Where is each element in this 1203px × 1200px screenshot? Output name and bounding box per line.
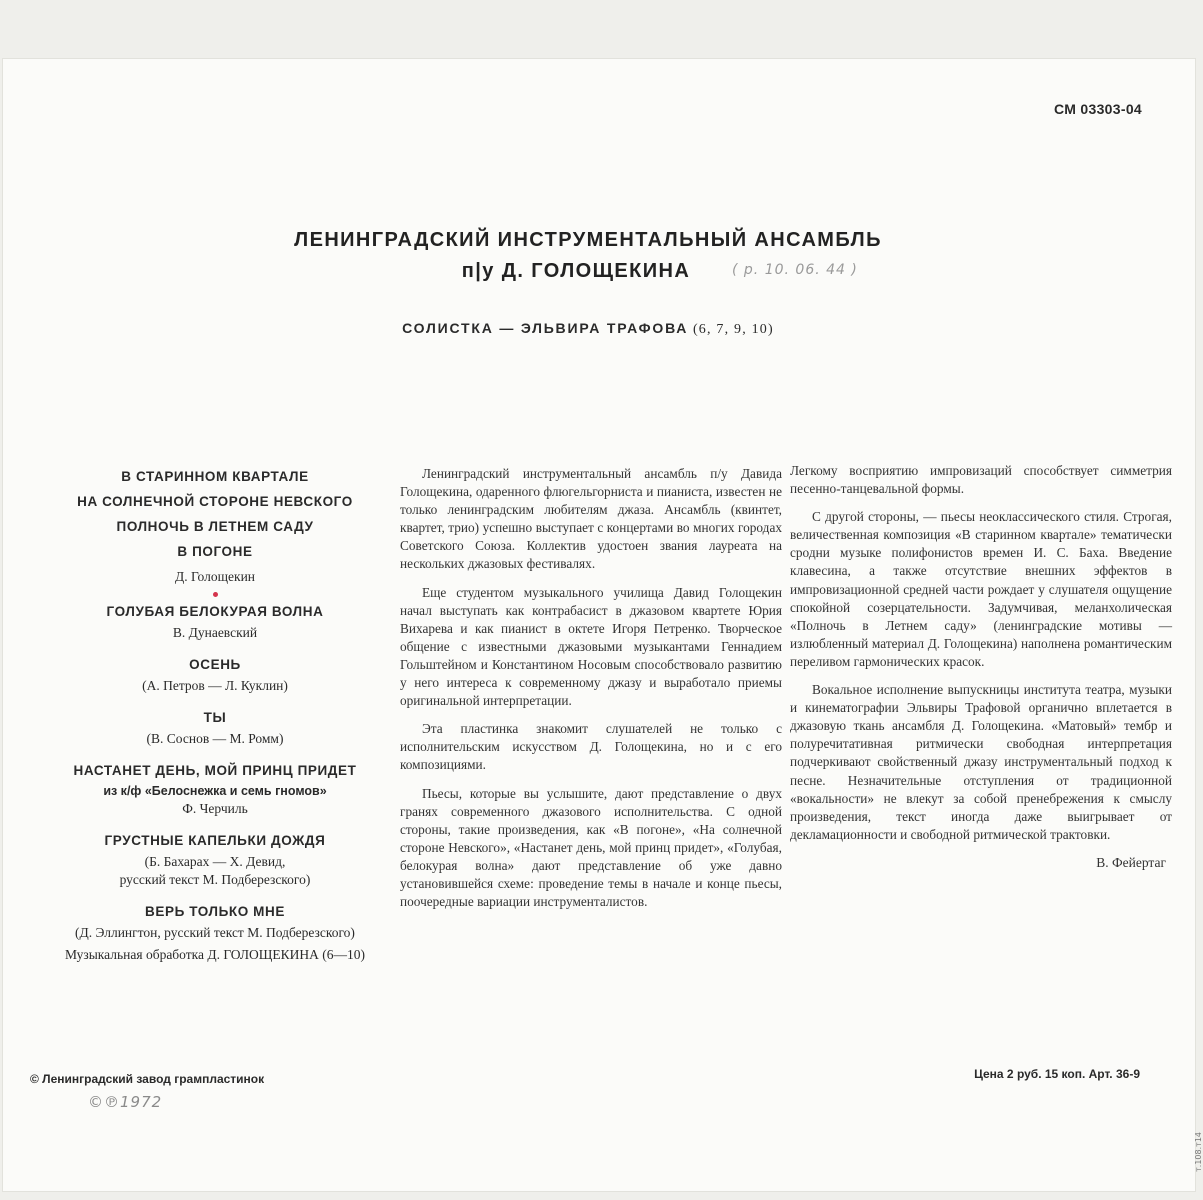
tracklist [30, 464, 400, 974]
print-code: т.108.т14 [1194, 1132, 1203, 1172]
track-credit: Ф. Черчиль [182, 801, 248, 816]
handwritten-note: ( р. 10. 06. 44 ) [732, 262, 858, 278]
track-credit: (Б. Бахарах — Х. Девид, [144, 854, 286, 869]
track-credit: В. Дунаевский [172, 625, 258, 640]
liner-paragraph: Еще студентом музыкального училища Давид Голощекин начал выступать как контрабасист в джазовом квартете Юрия Вихарева и как пианист в октете Игоря Петренко. Творческое общение с известными джазовыми музыкантами Геннадием Гольштейном и Константином Носовым способствовало развитию у него интереса к современному джазу и выработало приемы оригинальной интерпретации. [400, 584, 782, 709]
liner-notes-column-2 [790, 462, 1172, 872]
track-title: ГОЛУБАЯ БЕЛОКУРАЯ ВОЛНА [106, 604, 324, 619]
catalog-number: СМ 03303-04 [1054, 101, 1142, 117]
arrangement-credit: Музыкальная обработка Д. ГОЛОЩЕКИНА (6—10) [64, 947, 366, 962]
track-title: ОСЕНЬ [189, 657, 241, 672]
track-title: ВЕРЬ ТОЛЬКО МНЕ [145, 904, 285, 919]
track-title: ТЫ [203, 710, 227, 725]
liner-paragraph: Эта пластинка знакомит слушателей не только с исполнительским искусством Д. Голощекина, но и с его композициями. [400, 721, 782, 773]
copyright-stamp: ©℗1972 [88, 1093, 163, 1111]
liner-paragraph: Пьесы, которые вы услышите, дают представление о двух гранях современного джазового исполнительства. С одной стороны, такие произведения, как «В погоне», «На солнечной стороне Невского», «Настанет день, мой принц придет», «Голубая, белокурая волна» дают представление об уже давно установившейся схеме: проведение темы в начале и конце пьесы, поочередные вариации инструменталистов. [400, 785, 782, 910]
price-label: Цена 2 руб. 15 коп. Арт. 36-9 [974, 1067, 1140, 1081]
track-title: ПОЛНОЧЬ В ЛЕТНЕМ САДУ [116, 519, 314, 534]
track-title: В СТАРИННОМ КВАРТАЛЕ [121, 469, 309, 484]
soloist-line [0, 320, 1176, 338]
track-credit: (Д. Эллингтон, русский текст М. Подберезского) [75, 925, 355, 940]
track-subtitle: из к/ф «Белоснежка и семь гномов» [103, 784, 327, 798]
red-dot-mark [213, 592, 218, 597]
author-signature: В. Фейертаг [1096, 854, 1166, 870]
track-title: НА СОЛНЕЧНОЙ СТОРОНЕ НЕВСКОГО [77, 494, 353, 509]
liner-paragraph: С другой стороны, — пьесы неоклассического стиля. Строгая, величественная композиция «В старинном квартале» тематически сродни музыке полифонистов времен И. С. Баха. Введение клавесина, а также отсутствие внешних эффектов в импровизационной средней части рождает у слушателя ощущение спокойной созерцательности. Задумчивая, меланхолическая «Полночь в Летнем саду» (ленинградские мотивы — излюбленный материал Д. Голощекина) наполнена романтическим переливом гармонических красок. [790, 509, 1172, 669]
liner-paragraph: Легкому восприятию импровизаций способствует симметрия песенно-танцевальной формы. [790, 463, 1172, 497]
page-subtitle: п|у Д. ГОЛОЩЕКИНА [461, 260, 691, 282]
track-credit: Д. Голощекин [174, 569, 256, 584]
liner-paragraph: Вокальное исполнение выпускницы института театра, музыки и кинематографии Эльвиры Трафовой органично вплетается в джазовую ткань ансамбля Д. Голощекина. «Матовый» тембр и полуречитативная ритмически свободная интерпретация подчеркивают свойственный джазу инструментальный подход к песне. Незначительные отступления от традиционной «вокальности» не влекут за собой пренебрежения к смыслу произведения, текст иногда даже выигрывает от декламационности и свободной ритмической трактовки. [790, 682, 1172, 842]
soloist-label: СОЛИСТКА — ЭЛЬВИРА ТРАФОВА [402, 320, 689, 336]
track-credit: русский текст М. Подберезского) [119, 872, 311, 887]
publisher-credit: © Ленинградский завод грампластинок [30, 1072, 265, 1086]
track-title: НАСТАНЕТ ДЕНЬ, МОЙ ПРИНЦ ПРИДЕТ [73, 763, 357, 778]
track-credit: (А. Петров — Л. Куклин) [142, 678, 288, 693]
liner-paragraph: Ленинградский инструментальный ансамбль п/у Давида Голощекина, одаренного флюгельгорниста и пианиста, известен не только ленинградским любителям джаза. Ансамбль (квинтет, квартет, трио) успешно выступает с концертами во многих городах Советского Союза. Коллектив удостоен звания лауреата на нескольких джазовых фестивалях. [400, 466, 782, 572]
track-title: В ПОГОНЕ [177, 544, 253, 559]
page-title: ЛЕНИНГРАДСКИЙ ИНСТРУМЕНТАЛЬНЫЙ АНСАМБЛЬ [294, 229, 882, 251]
liner-notes-column-1 [400, 465, 782, 921]
soloist-tracks: (6, 7, 9, 10) [692, 322, 774, 337]
track-credit: (В. Соснов — М. Ромм) [146, 731, 284, 746]
track-title: ГРУСТНЫЕ КАПЕЛЬКИ ДОЖДЯ [104, 833, 326, 848]
